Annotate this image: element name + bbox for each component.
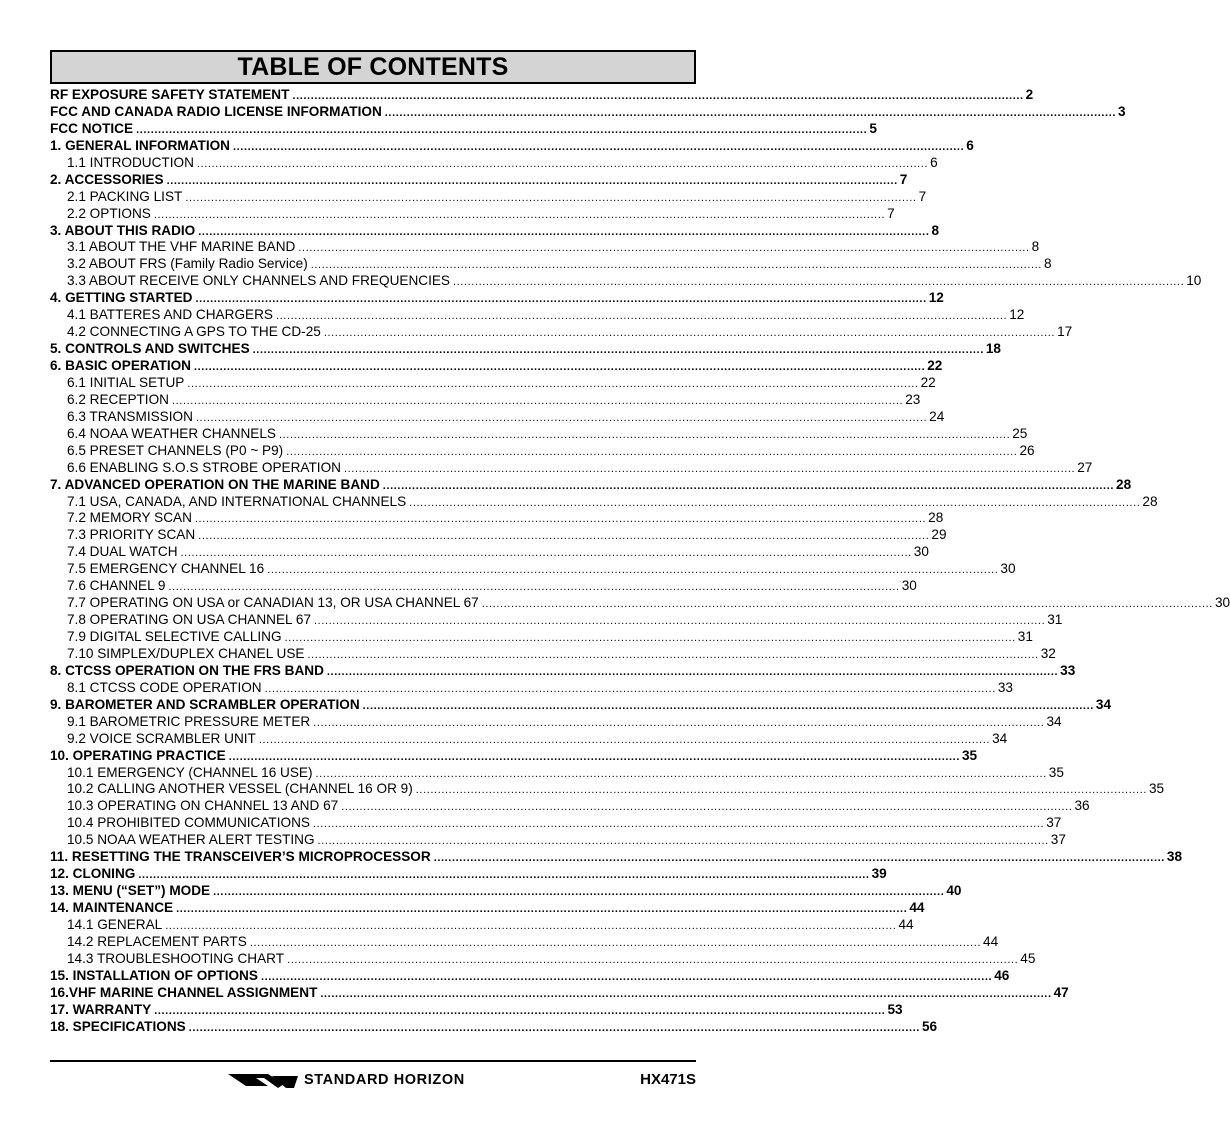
toc-subsection-entry[interactable] <box>50 561 1016 578</box>
toc-entry-page: 7 <box>918 188 927 204</box>
toc-entry-page: 25 <box>1012 425 1028 441</box>
toc-leader-dots: ........................................................................................................................................................................................................ <box>409 496 1141 509</box>
toc-entry-label: 6.2 RECEPTION <box>67 391 169 407</box>
toc-entry-page: 37 <box>1046 815 1062 831</box>
toc-subsection-entry[interactable] <box>50 595 1230 612</box>
toc-leader-dots: ........................................................................................................................................................................................................ <box>275 310 1008 323</box>
toc-subsection-entry[interactable] <box>50 510 944 527</box>
toc-entry-page: 37 <box>1050 832 1066 848</box>
toc-entry-label: 1.1 INTRODUCTION <box>67 154 194 170</box>
toc-subsection-entry[interactable] <box>50 408 945 426</box>
toc-entry-label: 7.2 MEMORY SCAN <box>67 510 192 526</box>
toc-leader-dots: ........................................................................................................................................................................................................ <box>453 276 1185 289</box>
toc-entry-page: 28 <box>1142 493 1158 509</box>
toc-entry-page: 8 <box>1043 256 1052 272</box>
toc-entry-page: 31 <box>1017 629 1033 644</box>
toc-subsection-entry[interactable] <box>50 798 1090 815</box>
toc-subsection-entry[interactable] <box>50 273 1202 290</box>
toc-leader-dots: ........................................................................................................................................................................................................ <box>194 513 927 526</box>
toc-leader-dots: ........................................................................................................................................................................................................ <box>313 716 1045 729</box>
toc-leader-dots: ........................................................................................................................................................................................................ <box>258 733 991 746</box>
toc-subsection-entry[interactable] <box>50 764 1064 782</box>
toc-subsection-entry[interactable] <box>50 307 1025 324</box>
toc-entry-page: 29 <box>931 527 947 543</box>
toc-leader-dots: ........................................................................................................................................................................................................ <box>315 767 1047 780</box>
toc-entry-label: 13. MENU (“SET”) MODE <box>50 883 211 899</box>
toc-entry-page: 33 <box>1060 662 1076 678</box>
toc-leader-dots: ........................................................................................................................................................................................................ <box>415 784 1147 797</box>
toc-entry-page: 2 <box>1025 87 1034 102</box>
toc-leader-dots: ........................................................................................................................................................................................................ <box>284 632 1016 644</box>
toc-section-entry[interactable] <box>50 662 1076 680</box>
toc-section-entry[interactable] <box>50 358 943 375</box>
toc-entry-label: 4.1 BATTERES AND CHARGERS <box>67 307 273 323</box>
toc-entry-label: 2.1 PACKING LIST <box>67 188 183 204</box>
toc-leader-dots: ........................................................................................................................................................................................................ <box>194 361 926 373</box>
toc-entry-label: 6.1 INITIAL SETUP <box>67 374 185 390</box>
toc-entry-page: 38 <box>1166 849 1183 865</box>
toc-entry-label: 4.2 CONNECTING A GPS TO THE CD-25 <box>67 324 321 340</box>
toc-entry-label: 12. CLONING <box>50 866 136 882</box>
toc-leader-dots: ........................................................................................................................................................................................................ <box>233 140 965 153</box>
toc-entry-page: 34 <box>1046 713 1062 729</box>
toc-leader-dots: ........................................................................................................................................................................................................ <box>168 581 900 594</box>
toc-leader-dots: ........................................................................................................................................................................................................ <box>298 242 1030 255</box>
toc-leader-dots: ........................................................................................................................................................................................................ <box>176 903 908 915</box>
toc-leader-dots: ........................................................................................................................................................................................................ <box>165 919 897 932</box>
toc-leader-dots: ........................................................................................................................................................................................................ <box>196 157 929 170</box>
toc-section-entry[interactable] <box>50 900 925 917</box>
table-of-contents <box>50 87 1230 1036</box>
toc-entry-label: 1. GENERAL INFORMATION <box>50 137 230 153</box>
footer-divider <box>50 1060 696 1062</box>
toc-entry-page: 5 <box>869 120 877 136</box>
toc-entry-page: 33 <box>997 679 1013 695</box>
toc-entry-label: 3. ABOUT THIS RADIO <box>50 222 196 238</box>
toc-section-entry[interactable] <box>50 849 1183 866</box>
toc-section-entry[interactable] <box>50 103 1126 121</box>
toc-section-entry[interactable] <box>50 290 944 307</box>
toc-leader-dots: ........................................................................................................................................................................................................ <box>481 598 1213 611</box>
toc-entry-label: 6.6 ENABLING S.O.S STROBE OPERATION <box>67 459 341 475</box>
toc-subsection-entry[interactable] <box>50 916 914 934</box>
toc-leader-dots: ........................................................................................................................................................................................................ <box>310 259 1042 272</box>
toc-leader-dots: ........................................................................................................................................................................................................ <box>384 106 1117 119</box>
toc-section-entry[interactable] <box>50 967 1010 985</box>
toc-section-entry[interactable] <box>50 476 1132 494</box>
toc-leader-dots: ........................................................................................................................................................................................................ <box>292 90 1024 102</box>
toc-leader-dots: ........................................................................................................................................................................................................ <box>433 852 1165 865</box>
toc-leader-dots: ........................................................................................................................................................................................................ <box>171 394 904 407</box>
toc-entry-page: 3 <box>1118 103 1126 119</box>
toc-subsection-entry[interactable] <box>50 629 1033 646</box>
toc-entry-label: 5. CONTROLS AND SWITCHES <box>50 341 250 357</box>
toc-section-entry[interactable] <box>50 171 908 189</box>
toc-entry-label: 9. BAROMETER AND SCRAMBLER OPERATION <box>50 696 360 712</box>
toc-leader-dots: ........................................................................................................................................................................................................ <box>343 462 1076 475</box>
toc-entry-page: 12 <box>928 290 944 306</box>
toc-leader-dots: ........................................................................................................................................................................................................ <box>320 987 1052 1000</box>
toc-entry-page: 39 <box>871 866 887 882</box>
toc-entry-page: 44 <box>983 933 999 949</box>
toc-leader-dots: ........................................................................................................................................................................................................ <box>249 936 982 949</box>
page-title: TABLE OF CONTENTS <box>50 50 696 84</box>
toc-entry-page: 22 <box>920 374 936 390</box>
toc-entry-page: 53 <box>887 1001 903 1017</box>
toc-leader-dots: ........................................................................................................................................................................................................ <box>286 445 1018 458</box>
toc-leader-dots: ........................................................................................................................................................................................................ <box>264 682 996 695</box>
toc-entry-page: 35 <box>1048 764 1064 780</box>
toc-subsection-entry[interactable] <box>50 527 947 544</box>
toc-entry-label: 6.4 NOAA WEATHER CHANNELS <box>67 425 276 441</box>
toc-section-entry[interactable] <box>50 137 974 155</box>
toc-entry-label: 3.1 ABOUT THE VHF MARINE BAND <box>67 239 296 255</box>
standard-horizon-logo-icon <box>228 1070 298 1090</box>
toc-leader-dots: ........................................................................................................................................................................................................ <box>307 648 1039 661</box>
toc-entry-label: 7.9 DIGITAL SELECTIVE CALLING <box>67 629 282 644</box>
toc-subsection-entry[interactable] <box>50 730 1008 748</box>
toc-entry-page: 35 <box>1149 781 1165 797</box>
toc-leader-dots: ........................................................................................................................................................................................................ <box>287 953 1019 966</box>
toc-leader-dots: ........................................................................................................................................................................................................ <box>195 411 928 424</box>
toc-subsection-entry[interactable] <box>50 391 921 409</box>
toc-entry-page: 44 <box>898 916 914 932</box>
brand-name: STANDARD HORIZON <box>304 1072 465 1088</box>
toc-section-entry[interactable] <box>50 984 1069 1002</box>
toc-subsection-entry[interactable] <box>50 781 1165 798</box>
toc-subsection-entry[interactable] <box>50 154 938 172</box>
toc-entry-label: RF EXPOSURE SAFETY STATEMENT <box>50 87 290 102</box>
toc-entry-page: 34 <box>992 730 1008 746</box>
toc-entry-label: 9.2 VOICE SCRAMBLER UNIT <box>67 730 256 746</box>
toc-entry-page: 23 <box>905 391 921 407</box>
toc-leader-dots: ........................................................................................................................................................................................................ <box>187 377 919 390</box>
toc-leader-dots: ........................................................................................................................................................................................................ <box>166 174 898 187</box>
toc-subsection-entry[interactable] <box>50 612 1063 629</box>
toc-entry-page: 8 <box>1031 239 1040 255</box>
toc-entry-label: 7.1 USA, CANADA, AND INTERNATIONAL CHANNELS <box>67 493 407 509</box>
toc-entry-label: 17. WARRANTY <box>50 1001 152 1017</box>
toc-subsection-entry[interactable] <box>50 544 929 561</box>
toc-entry-label: 2. ACCESSORIES <box>50 171 164 187</box>
toc-entry-label: 8.1 CTCSS CODE OPERATION <box>67 679 262 695</box>
toc-entry-label: 7.5 EMERGENCY CHANNEL 16 <box>67 561 265 577</box>
toc-subsection-entry[interactable] <box>50 832 1066 849</box>
toc-entry-label: FCC NOTICE <box>50 120 134 136</box>
toc-entry-page: 7 <box>887 205 895 221</box>
toc-entry-label: 15. INSTALLATION OF OPTIONS <box>50 967 258 983</box>
toc-entry-page: 10 <box>1186 273 1202 289</box>
toc-entry-label: 6. BASIC OPERATION <box>50 358 191 373</box>
toc-entry-page: 44 <box>909 900 925 915</box>
toc-entry-label: 7. ADVANCED OPERATION ON THE MARINE BAND <box>50 476 380 492</box>
toc-subsection-entry[interactable] <box>50 578 917 595</box>
toc-leader-dots: ........................................................................................................................................................................................................ <box>213 886 945 899</box>
toc-entry-label: 10.1 EMERGENCY (CHANNEL 16 USE) <box>67 764 313 780</box>
toc-subsection-entry[interactable] <box>50 239 1040 256</box>
toc-subsection-entry[interactable] <box>50 645 1056 663</box>
toc-entry-page: 32 <box>1040 645 1056 661</box>
toc-entry-label: 6.3 TRANSMISSION <box>67 408 193 424</box>
toc-entry-page: 24 <box>929 408 945 424</box>
toc-entry-label: 10.2 CALLING ANOTHER VESSEL (CHANNEL 16 OR 9) <box>67 781 413 797</box>
toc-leader-dots: ........................................................................................................................................................................................................ <box>326 665 1059 678</box>
toc-section-entry[interactable] <box>50 120 877 138</box>
toc-entry-page: 8 <box>931 222 940 238</box>
toc-entry-label: 7.6 CHANNEL 9 <box>67 578 166 594</box>
toc-leader-dots: ........................................................................................................................................................................................................ <box>267 564 999 577</box>
model-number: HX471S <box>640 1071 696 1088</box>
toc-leader-dots: ........................................................................................................................................................................................................ <box>228 750 960 763</box>
toc-leader-dots: ........................................................................................................................................................................................................ <box>180 547 912 560</box>
toc-entry-page: 28 <box>928 510 944 526</box>
toc-subsection-entry[interactable] <box>50 815 1062 832</box>
toc-entry-page: 28 <box>1116 476 1132 492</box>
toc-section-entry[interactable] <box>50 883 962 900</box>
toc-entry-page: 30 <box>901 578 917 594</box>
toc-leader-dots: ........................................................................................................................................................................................................ <box>362 699 1094 712</box>
toc-section-entry[interactable] <box>50 341 1001 358</box>
toc-section-entry[interactable] <box>50 1001 903 1019</box>
toc-entry-label: 2.2 OPTIONS <box>67 205 151 221</box>
toc-entry-page: 27 <box>1077 459 1093 475</box>
toc-subsection-entry[interactable] <box>50 205 895 223</box>
toc-entry-page: 31 <box>1047 612 1063 628</box>
toc-entry-label: 14.1 GENERAL <box>67 916 163 932</box>
toc-entry-page: 56 <box>921 1018 938 1034</box>
toc-entry-page: 26 <box>1019 442 1035 458</box>
toc-entry-page: 17 <box>1057 324 1073 340</box>
toc-leader-dots: ........................................................................................................................................................................................................ <box>138 869 870 882</box>
toc-leader-dots: ........................................................................................................................................................................................................ <box>198 225 930 238</box>
toc-entry-label: 16.VHF MARINE CHANNEL ASSIGNMENT <box>50 984 318 1000</box>
toc-entry-page: 6 <box>966 137 974 153</box>
toc-leader-dots: ........................................................................................................................................................................................................ <box>188 1021 920 1034</box>
toc-entry-label: 7.10 SIMPLEX/DUPLEX CHANEL USE <box>67 645 305 661</box>
toc-subsection-entry[interactable] <box>50 374 936 392</box>
toc-entry-label: 14. MAINTENANCE <box>50 900 174 915</box>
toc-section-entry[interactable] <box>50 866 887 883</box>
toc-leader-dots: ........................................................................................................................................................................................................ <box>136 123 868 136</box>
toc-entry-label: 6.5 PRESET CHANNELS (P0 ~ P9) <box>67 442 284 458</box>
toc-section-entry[interactable] <box>50 87 1034 104</box>
toc-leader-dots: ........................................................................................................................................................................................................ <box>323 327 1056 340</box>
toc-leader-dots: ........................................................................................................................................................................................................ <box>314 615 1046 628</box>
toc-section-entry[interactable] <box>50 747 978 765</box>
toc-leader-dots: ........................................................................................................................................................................................................ <box>198 530 930 543</box>
toc-leader-dots: ........................................................................................................................................................................................................ <box>279 428 1011 441</box>
toc-entry-page: 7 <box>899 171 908 187</box>
toc-subsection-entry[interactable] <box>50 679 1013 697</box>
toc-entry-page: 45 <box>1020 950 1036 966</box>
page-footer <box>50 1068 696 1092</box>
toc-entry-label: 7.8 OPERATING ON USA CHANNEL 67 <box>67 612 312 628</box>
toc-subsection-entry[interactable] <box>50 442 1035 460</box>
toc-section-entry[interactable] <box>50 696 1112 714</box>
toc-subsection-entry[interactable] <box>50 256 1052 273</box>
toc-leader-dots: ........................................................................................................................................................................................................ <box>260 970 993 983</box>
toc-entry-page: 30 <box>1214 595 1230 611</box>
toc-entry-page: 46 <box>994 967 1010 983</box>
toc-entry-label: FCC AND CANADA RADIO LICENSE INFORMATION <box>50 103 382 119</box>
toc-subsection-entry[interactable] <box>50 188 927 206</box>
toc-leader-dots: ........................................................................................................................................................................................................ <box>252 344 984 357</box>
toc-leader-dots: ........................................................................................................................................................................................................ <box>195 293 927 306</box>
toc-subsection-entry[interactable] <box>50 493 1158 511</box>
toc-entry-page: 22 <box>927 358 943 373</box>
toc-entry-page: 6 <box>930 154 938 170</box>
toc-subsection-entry[interactable] <box>50 459 1093 477</box>
toc-entry-page: 36 <box>1074 798 1090 814</box>
toc-entry-label: 3.3 ABOUT RECEIVE ONLY CHANNELS AND FREQUENCIES <box>67 273 450 289</box>
toc-entry-label: 8. CTCSS OPERATION ON THE FRS BAND <box>50 662 324 678</box>
toc-entry-page: 40 <box>946 883 962 899</box>
toc-entry-label: 4. GETTING STARTED <box>50 290 193 306</box>
toc-entry-label: 18. SPECIFICATIONS <box>50 1018 186 1034</box>
toc-entry-page: 12 <box>1009 307 1025 323</box>
toc-entry-label: 9.1 BAROMETRIC PRESSURE METER <box>67 713 311 729</box>
toc-leader-dots: ........................................................................................................................................................................................................ <box>382 479 1115 492</box>
toc-subsection-entry[interactable] <box>50 950 1036 968</box>
toc-entry-page: 18 <box>985 341 1001 357</box>
toc-entry-page: 35 <box>961 747 978 763</box>
toc-entry-page: 30 <box>913 544 929 560</box>
toc-leader-dots: ........................................................................................................................................................................................................ <box>185 191 917 204</box>
toc-leader-dots: ........................................................................................................................................................................................................ <box>154 1004 886 1017</box>
toc-section-entry[interactable] <box>50 222 940 240</box>
toc-entry-label: 14.2 REPLACEMENT PARTS <box>67 933 247 949</box>
toc-entry-label: 7.3 PRIORITY SCAN <box>67 527 196 543</box>
toc-entry-label: 10.3 OPERATING ON CHANNEL 13 AND 67 <box>67 798 339 814</box>
toc-subsection-entry[interactable] <box>50 324 1073 341</box>
toc-entry-page: 34 <box>1095 696 1112 712</box>
toc-subsection-entry[interactable] <box>50 425 1028 443</box>
toc-entry-label: 11. RESETTING THE TRANSCEIVER’S MICROPROCESSOR <box>50 849 431 865</box>
toc-entry-page: 30 <box>1000 561 1016 577</box>
toc-entry-label: 14.3 TROUBLESHOOTING CHART <box>67 950 285 966</box>
toc-leader-dots: ........................................................................................................................................................................................................ <box>312 818 1045 831</box>
toc-entry-label: 7.7 OPERATING ON USA or CANADIAN 13, OR USA CHANNEL 67 <box>67 595 479 611</box>
toc-entry-label: 10. OPERATING PRACTICE <box>50 747 226 763</box>
toc-entry-label: 3.2 ABOUT FRS (Family Radio Service) <box>67 256 308 272</box>
toc-entry-label: 7.4 DUAL WATCH <box>67 544 178 560</box>
toc-subsection-entry[interactable] <box>50 713 1062 731</box>
brand-logo <box>228 1068 465 1092</box>
toc-entry-page: 47 <box>1053 984 1069 1000</box>
toc-entry-label: 10.5 NOAA WEATHER ALERT TESTING <box>67 832 315 848</box>
toc-leader-dots: ........................................................................................................................................................................................................ <box>153 208 886 221</box>
toc-leader-dots: ........................................................................................................................................................................................................ <box>341 801 1073 814</box>
toc-leader-dots: ........................................................................................................................................................................................................ <box>317 835 1049 848</box>
toc-section-entry[interactable] <box>50 1018 938 1036</box>
toc-entry-label: 10.4 PROHIBITED COMMUNICATIONS <box>67 815 310 831</box>
toc-subsection-entry[interactable] <box>50 933 999 951</box>
